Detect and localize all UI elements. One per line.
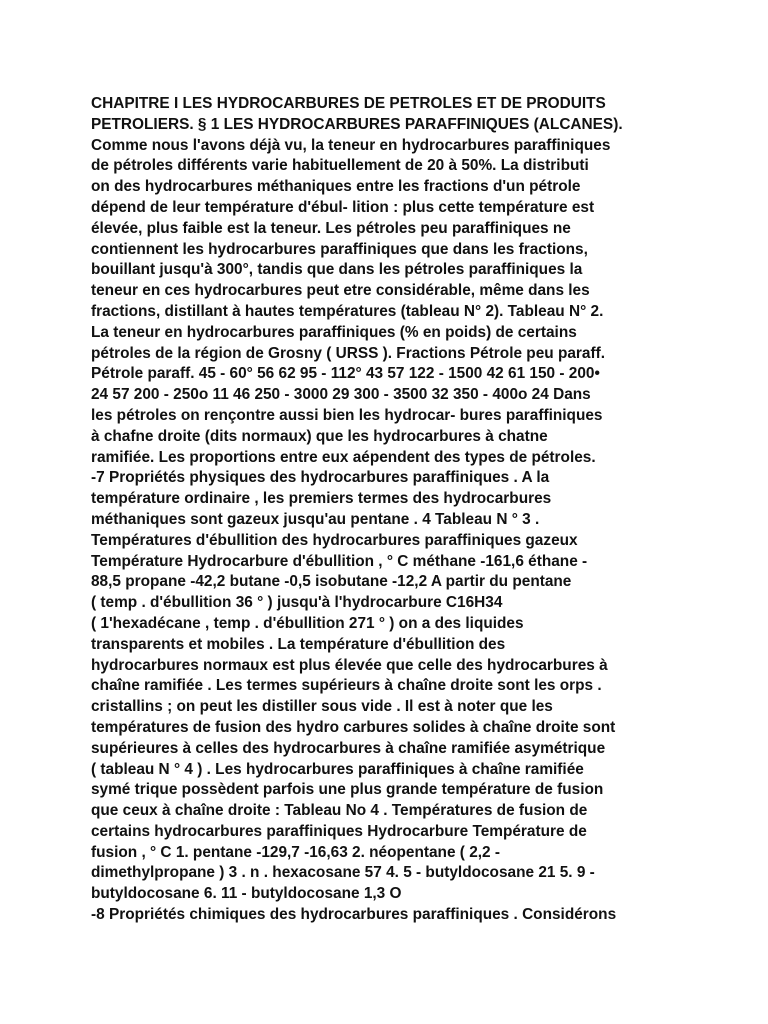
text-line: chaîne ramifiée . Les termes supérieurs à chaîne droite sont les orps . — [91, 677, 602, 695]
text-line: Pétrole paraff. 45 - 60° 56 62 95 - 112° 43 57 122 - 1500 42 61 150 - 200• — [91, 365, 600, 383]
text-line: contiennent les hydrocarbures paraffiniques que dans les fractions, — [91, 240, 588, 258]
text-line: butyldocosane 6. 11 - butyldocosane 1,3 O — [91, 885, 402, 903]
text-line: que ceux à chaîne droite : Tableau No 4 . Températures de fusion de — [91, 802, 588, 820]
text-line: élevée, plus faible est la teneur. Les pétroles peu paraffiniques ne — [91, 219, 571, 237]
text-line: à chafne droite (dits normaux) que les hydrocarbures à chatne — [91, 427, 548, 445]
text-line: Comme nous l'avons déjà vu, la teneur en hydrocarbures paraffiniques — [91, 136, 611, 154]
text-line: méthaniques sont gazeux jusqu'au pentane . 4 Tableau N ° 3 . — [91, 510, 540, 528]
text-line: symé trique possèdent parfois une plus grande température de fusion — [91, 781, 604, 799]
body-text — [91, 94, 761, 926]
text-line: 88,5 propane -42,2 butane -0,5 isobutane -12,2 A partir du pentane — [91, 573, 572, 591]
text-line: fractions, distillant à hautes températures (tableau N° 2). Tableau N° 2. — [91, 302, 604, 320]
text-line: hydrocarbures normaux est plus élevée que celle des hydrocarbures à — [91, 656, 608, 674]
text-line: fusion , ° C 1. pentane -129,7 -16,63 2. néopentane ( 2,2 - — [91, 843, 500, 861]
text-line: transparents et mobiles . La température d'ébullition des — [91, 635, 506, 653]
text-line: bouillant jusqu'à 300°, tandis que dans les pétroles paraffiniques la — [91, 261, 583, 279]
text-line: -7 Propriétés physiques des hydrocarbures paraffiniques . A la — [91, 469, 550, 487]
text-line: 24 57 200 - 250o 11 46 250 - 3000 29 300 - 3500 32 350 - 400o 24 Dans — [91, 386, 591, 404]
text-line: Températures d'ébullition des hydrocarbures paraffiniques gazeux — [91, 531, 578, 549]
text-line: dimethylpropane ) 3 . n . hexacosane 57 4. 5 - butyldocosane 21 5. 9 - — [91, 864, 595, 882]
text-line: La teneur en hydrocarbures paraffiniques (% en poids) de certains — [91, 323, 577, 341]
text-line: ( tableau N ° 4 ) . Les hydrocarbures paraffiniques à chaîne ramifiée — [91, 760, 584, 778]
text-line: teneur en ces hydrocarbures peut etre considérable, même dans les — [91, 282, 590, 300]
text-line: certains hydrocarbures paraffiniques Hydrocarbure Température de — [91, 822, 587, 840]
text-line: ( 1'hexadécane , temp . d'ébullition 271 ° ) on a des liquides — [91, 614, 524, 632]
text-line: température ordinaire , les premiers termes des hydrocarbures — [91, 490, 552, 508]
text-line: ramifiée. Les proportions entre eux aépendent des types de pétroles. — [91, 448, 596, 466]
text-line: pétroles de la région de Grosny ( URSS ). Fractions Pétrole peu paraff. — [91, 344, 605, 362]
text-line: les pétroles on rençontre aussi bien les hydrocar- bures paraffiniques — [91, 406, 603, 424]
text-line: Température Hydrocarbure d'ébullition , ° C méthane -161,6 éthane - — [91, 552, 588, 570]
text-line: dépend de leur température d'ébul- lition : plus cette température est — [91, 198, 595, 216]
text-line: -8 Propriétés chimiques des hydrocarbures paraffiniques . Considérons — [91, 906, 617, 924]
text-line: ( temp . d'ébullition 36 ° ) jusqu'à l'hydrocarbure C16H34 — [91, 594, 503, 612]
text-line: PETROLIERS. § 1 LES HYDROCARBURES PARAFFINIQUES (ALCANES). — [91, 115, 623, 133]
text-line: températures de fusion des hydro carbures solides à chaîne droite sont — [91, 718, 616, 736]
text-line: on des hydrocarbures méthaniques entre les fractions d'un pétrole — [91, 178, 581, 196]
text-line: supérieures à celles des hydrocarbures à chaîne ramifiée asymétrique — [91, 739, 606, 757]
text-line: de pétroles différents varie habituellement de 20 à 50%. La distributi — [91, 157, 589, 175]
text-line: CHAPITRE I LES HYDROCARBURES DE PETROLES ET DE PRODUITS — [91, 95, 606, 112]
text-line: cristallins ; on peut les distiller sous vide . Il est à noter que les — [91, 698, 553, 716]
